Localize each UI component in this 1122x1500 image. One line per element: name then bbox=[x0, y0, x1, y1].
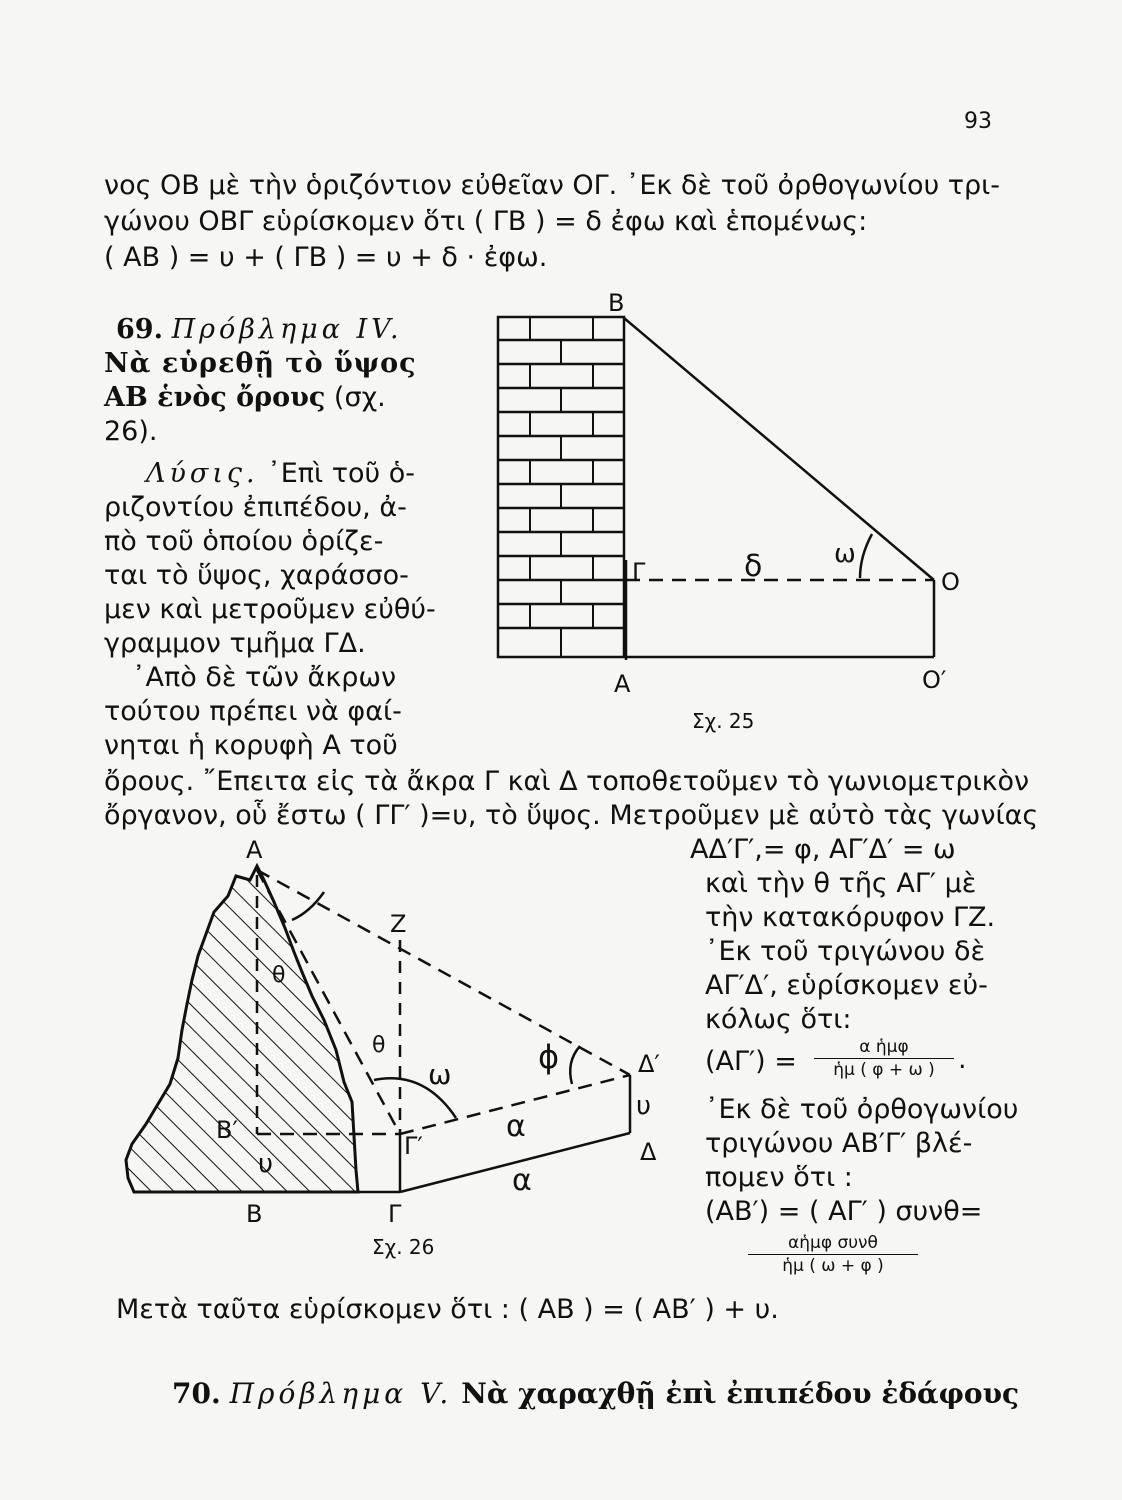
right-line-1: ΑΔ′Γ′,= φ, ΑΓ′Δ′ = ω bbox=[690, 834, 956, 865]
problem-statement-1: Νὰ εὑρεθῇ τὸ ὕψος bbox=[104, 348, 417, 379]
conclusion-line: Μετὰ ταῦτα εὑρίσκομεν ὅτι : ( ΑΒ ) = ( ΑΒ′ ) + υ. bbox=[116, 1294, 779, 1325]
problem-title: Πρόβλημα V. bbox=[229, 1377, 453, 1410]
label-omega: ω bbox=[834, 539, 856, 569]
full-line-2: ὄργανον, οὗ ἔστω ( ΓΓ′ )=υ, τὸ ὕψος. Μετροῦμεν μὲ αὐτὸ τὰς γωνίας bbox=[104, 800, 1039, 831]
label-gamma-prime: Γ′ bbox=[404, 1132, 423, 1160]
formula-1-end: . bbox=[958, 1044, 967, 1075]
formula-1-numerator: α ἡμφ bbox=[859, 1037, 909, 1057]
label-O-prime: O′ bbox=[922, 666, 947, 694]
label-Z: Z bbox=[390, 910, 407, 938]
label-A: A bbox=[246, 836, 263, 864]
problem-number: 70. bbox=[172, 1377, 221, 1410]
label-omega: ω bbox=[428, 1058, 452, 1091]
right2-line-2: τριγώνου ΑΒ′Γ′ βλέ- bbox=[705, 1128, 973, 1159]
figure-reference-end: 26). bbox=[104, 416, 158, 447]
right-line-4: ᾿Εκ τοῦ τριγώνου δὲ bbox=[705, 936, 986, 967]
label-B-prime: B′ bbox=[216, 1116, 238, 1144]
label-O: O bbox=[941, 568, 960, 596]
angle-arc bbox=[292, 892, 324, 920]
label-delta: Δ bbox=[640, 1138, 657, 1166]
formula-2-denominator: ἡμ ( ω + φ ) bbox=[782, 1256, 884, 1276]
label-upsilon-1: υ bbox=[636, 1091, 652, 1121]
solution-label: Λύσις. bbox=[146, 458, 259, 489]
label-A: A bbox=[614, 670, 631, 698]
left-line-2: πὸ τοῦ ὁποίου ὁρίζε- bbox=[104, 526, 384, 557]
solution-first: ᾿Επὶ τοῦ ὁ- bbox=[267, 458, 416, 489]
right-line-6: κόλως ὅτι: bbox=[705, 1004, 852, 1035]
mountain bbox=[126, 866, 358, 1192]
figure-25-caption: Σχ. 25 bbox=[692, 709, 755, 733]
figure-reference: (σχ. bbox=[333, 382, 386, 413]
right2-line-3: πομεν ὅτι : bbox=[705, 1162, 853, 1193]
statement-text: ΑΒ ἑνὸς ὄρους bbox=[104, 382, 326, 413]
right-line-3: τὴν κατακόρυφον ΓΖ. bbox=[705, 902, 996, 933]
right2-line-1: ᾿Εκ δὲ τοῦ ὀρθογωνίου bbox=[705, 1094, 1019, 1125]
intro-line-2: γώνου ΟΒΓ εὑρίσκομεν ὅτι ( ΓΒ ) = δ ἐφω καὶ ἑπομένως: bbox=[104, 206, 868, 237]
left-line-8: νηται ἡ κορυφὴ Α τοῦ bbox=[104, 730, 398, 761]
label-upsilon-2: υ bbox=[258, 1149, 274, 1179]
left-line-4: μεν καὶ μετροῦμεν εὐθύ- bbox=[104, 594, 436, 625]
formula-1-lhs: (ΑΓ′) = bbox=[705, 1046, 797, 1077]
label-phi: ϕ bbox=[538, 1038, 560, 1076]
formula-1-denominator: ἡμ ( φ + ω ) bbox=[833, 1060, 935, 1080]
label-B: B bbox=[608, 289, 625, 317]
full-line-1: ὄρους. ῎Επειτα εἰς τὰ ἄκρα Γ καὶ Δ τοποθετοῦμεν τὸ γωνιομετρικὸν bbox=[104, 766, 1030, 797]
right-line-5: ΑΓ′Δ′, εὑρίσκομεν εὐ- bbox=[705, 970, 988, 1001]
problem-title: Πρόβλημα IV. bbox=[171, 314, 403, 345]
right2-line-4: (ΑΒ′) = ( ΑΓ′ ) συνθ= bbox=[705, 1196, 983, 1227]
left-line-3: ται τὸ ὕψος, χαράσσο- bbox=[104, 560, 409, 591]
left-line-1: ριζοντίου ἐπιπέδου, ἀ- bbox=[104, 492, 407, 523]
label-alpha-2: α bbox=[512, 1163, 532, 1198]
label-alpha-1: α bbox=[506, 1109, 526, 1144]
figure-26-caption: Σχ. 26 bbox=[372, 1235, 435, 1259]
problem-number: 69. bbox=[116, 314, 163, 345]
label-B: B bbox=[246, 1200, 263, 1228]
label-theta-1: θ bbox=[272, 963, 286, 988]
label-delta-prime: Δ′ bbox=[638, 1050, 660, 1078]
problem-statement: Νὰ χαραχθῇ ἐπὶ ἐπιπέδου ἐδάφους bbox=[461, 1377, 1020, 1410]
right-line-2: καὶ τὴν θ τῆς ΑΓ′ μὲ bbox=[705, 868, 977, 899]
left-line-7: τούτου πρέπει νὰ φαί- bbox=[104, 696, 402, 727]
label-gamma: Γ bbox=[388, 1200, 402, 1228]
page-number: 93 bbox=[964, 109, 992, 134]
angle-arc bbox=[570, 1046, 580, 1084]
intro-line-1: νος ΟΒ μὲ τὴν ὁριζόντιον εὐθεῖαν ΟΓ. ᾿Εκ δὲ τοῦ ὀρθογωνίου τρι- bbox=[104, 170, 1001, 201]
intro-line-3: ( ΑΒ ) = υ + ( ΓΒ ) = υ + δ · ἐφω. bbox=[104, 242, 548, 273]
formula-2-numerator: αἡμφ συνθ bbox=[788, 1233, 878, 1253]
label-gamma: Γ bbox=[632, 558, 646, 586]
left-line-5: γραμμον τμῆμα ΓΔ. bbox=[104, 628, 366, 659]
label-delta: δ bbox=[744, 549, 763, 584]
label-theta-2: θ bbox=[372, 1033, 386, 1058]
left-line-6: ᾿Απὸ δὲ τῶν ἄκρων bbox=[132, 662, 397, 693]
